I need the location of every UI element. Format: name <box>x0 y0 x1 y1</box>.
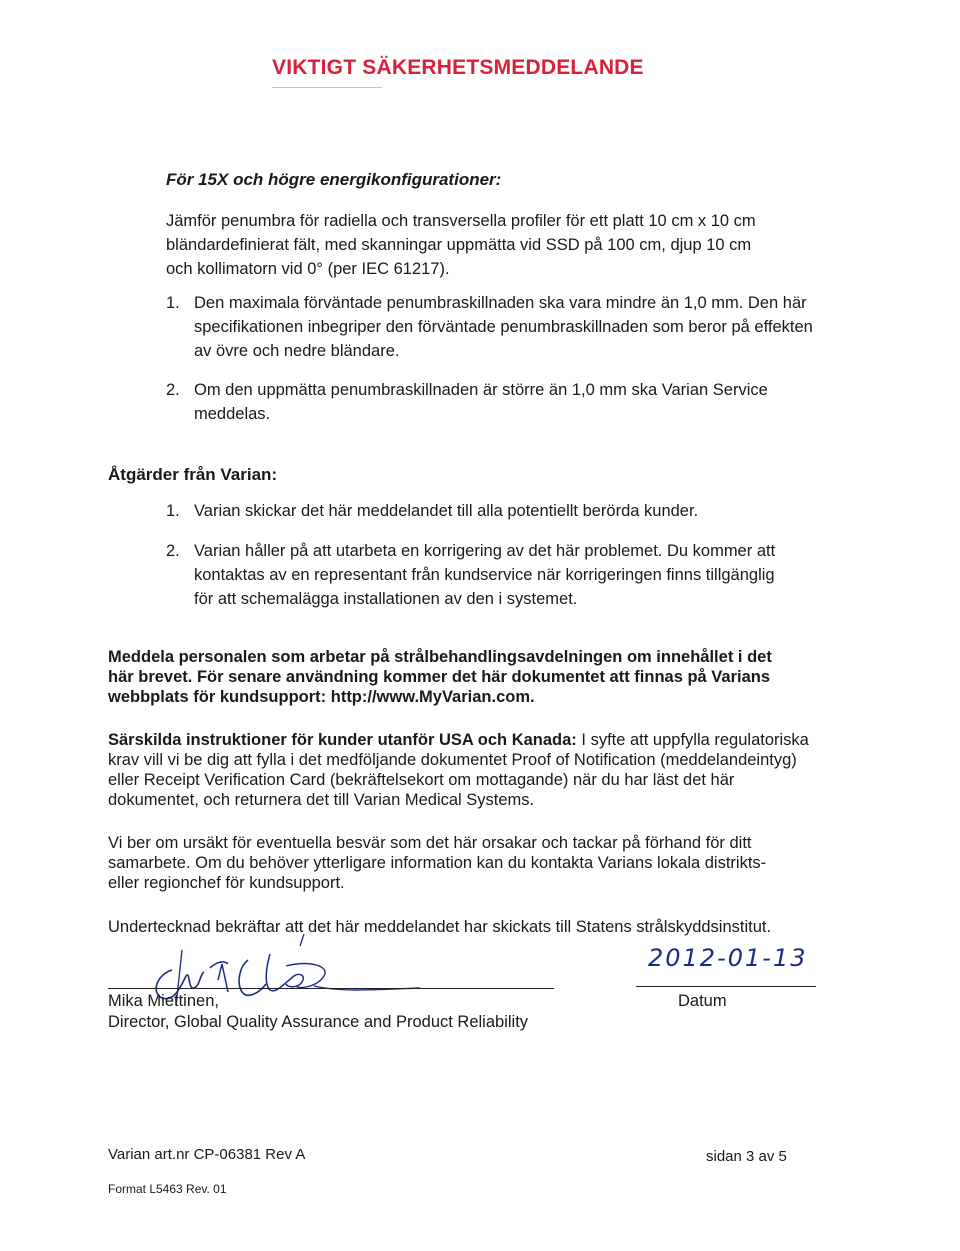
list-item <box>194 378 768 426</box>
apology-paragraph <box>108 833 766 893</box>
signatory-title: Director, Global Quality Assurance and Product Reliability <box>108 1013 529 1031</box>
date-line <box>636 986 816 987</box>
notice-paragraph <box>108 647 772 707</box>
confirmation-statement: Undertecknad bekräftar att det här meddelandet har skickats till Statens strålskyddsinstitut. <box>108 918 772 936</box>
intro-paragraph <box>166 209 756 281</box>
special-line: eller Receipt Verification Card (bekräftelsekort om mottagande) när du har läst det här <box>108 771 735 789</box>
apology-line: samarbete. Om du behöver ytterligare information kan du kontakta Varians lokala distrikts- <box>108 854 767 872</box>
signature-line <box>108 988 554 989</box>
list-item <box>194 291 813 363</box>
special-first-line <box>108 730 809 750</box>
footer-article-number: Varian art.nr CP-06381 Rev A <box>108 1146 306 1163</box>
page-title: VIKTIGT SÄKERHETSMEDDELANDE <box>272 56 644 79</box>
notice-line: här brevet. För senare användning kommer det här dokumentet att finnas på Varians <box>108 668 771 686</box>
apology-line: Vi ber om ursäkt för eventuella besvär som det här orsakar och tackar på förhand för ditt <box>108 834 752 852</box>
notice-line: Meddela personalen som arbetar på strålbehandlingsavdelningen om innehållet i det <box>108 648 772 666</box>
list-item-line: Varian håller på att utarbeta en korrigering av det här problemet. Du kommer att <box>194 542 776 560</box>
date-label: Datum <box>678 992 727 1010</box>
footer-page-number: sidan 3 av 5 <box>706 1148 787 1165</box>
list-item-line: meddelas. <box>194 405 271 423</box>
list-item <box>194 499 698 523</box>
list-item <box>194 539 775 611</box>
section-subtitle: För 15X och högre energikonfigurationer: <box>166 170 502 189</box>
list-item-line: Den maximala förväntade penumbraskillnaden ska vara mindre än 1,0 mm. Den här <box>194 294 807 312</box>
list-number: 1. <box>166 294 180 312</box>
apology-line: eller regionchef för kundsupport. <box>108 874 345 892</box>
special-first-rest: I syfte att uppfylla regulatoriska <box>576 731 809 749</box>
list-item-line: Varian skickar det här meddelandet till alla potentiellt berörda kunder. <box>194 502 699 520</box>
list-item-line: specifikationen inbegriper den förväntade penumbraskillnaden som beror på effekten <box>194 318 813 336</box>
special-bold-lead: Särskilda instruktioner för kunder utanför USA och Kanada: <box>108 731 577 749</box>
section-heading: Åtgärder från Varian: <box>108 465 278 484</box>
intro-line: Jämför penumbra för radiella och transversella profiler för ett platt 10 cm x 10 cm <box>166 212 756 230</box>
notice-line: webbplats för kundsupport: http://www.MyVarian.com. <box>108 688 535 706</box>
list-item-line: för att schemalägga installationen av den i systemet. <box>194 590 578 608</box>
intro-line: bländardefinierat fält, med skanningar uppmätta vid SSD på 100 cm, djup 10 cm <box>166 236 752 254</box>
special-line: dokumentet, och returnera det till Varian Medical Systems. <box>108 791 535 809</box>
list-item-line: av övre och nedre bländare. <box>194 342 400 360</box>
footer-format: Format L5463 Rev. 01 <box>108 1182 227 1196</box>
special-line: krav vill vi be dig att fylla i det medföljande dokumentet Proof of Notification (meddelandeintyg) <box>108 751 797 769</box>
special-instructions-paragraph <box>108 730 809 810</box>
list-number: 1. <box>166 502 180 520</box>
title-underline <box>272 87 382 88</box>
handwritten-date: 2012-01-13 <box>648 944 808 972</box>
list-number: 2. <box>166 542 180 560</box>
list-number: 2. <box>166 381 180 399</box>
list-item-line: Om den uppmätta penumbraskillnaden är större än 1,0 mm ska Varian Service <box>194 381 768 399</box>
intro-line: och kollimatorn vid 0° (per IEC 61217). <box>166 260 450 278</box>
signatory-name: Mika Miettinen, <box>108 992 219 1010</box>
list-item-line: kontaktas av en representant från kundservice när korrigeringen finns tillgänglig <box>194 566 775 584</box>
